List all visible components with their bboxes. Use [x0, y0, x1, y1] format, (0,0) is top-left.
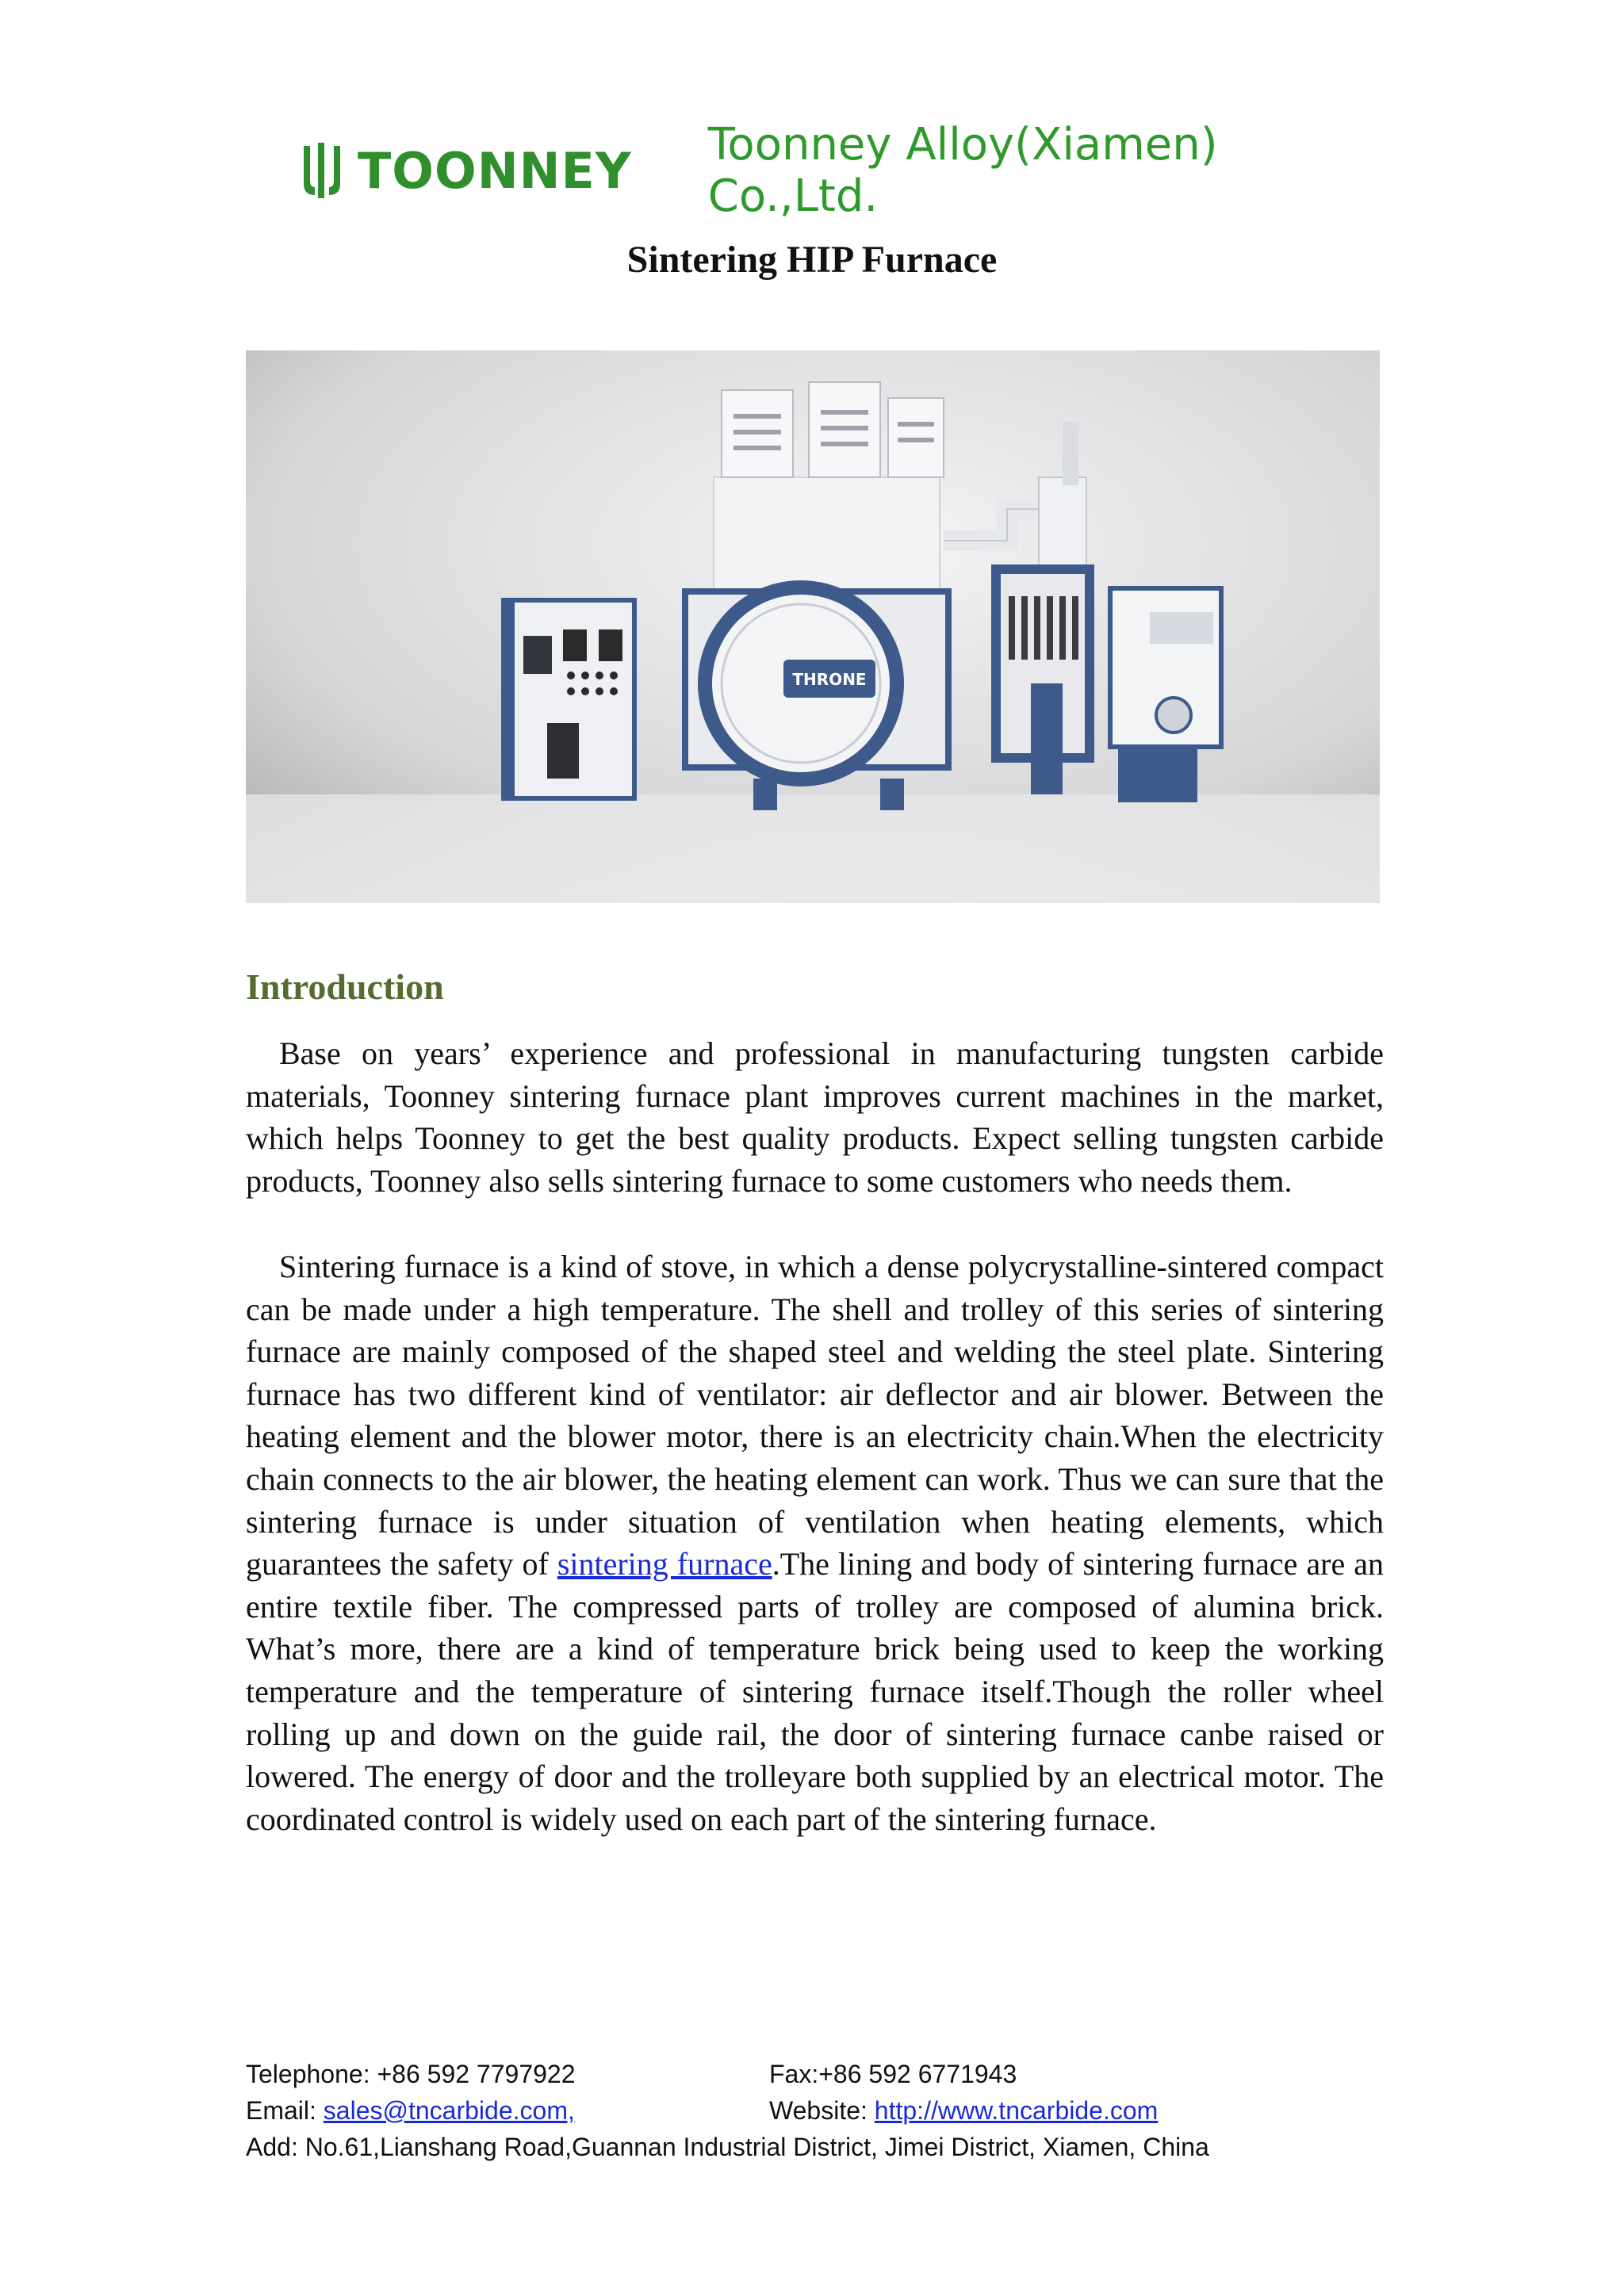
footer-email: [246, 2096, 575, 2125]
intro-paragraph-1: [246, 1032, 1384, 1202]
footer-row-contact: [246, 2092, 1384, 2129]
company-name: Toonney Alloy(Xiamen) Co.,Ltd.: [707, 119, 1218, 222]
footer-website-label: Website:: [769, 2096, 875, 2125]
product-photo: [246, 350, 1380, 903]
sintering-furnace-image: [246, 350, 1380, 903]
footer-address: Add: No.61,Lianshang Road,Guannan Industrial District, Jimei District, Xiamen, China: [246, 2133, 1209, 2161]
sintering-furnace-link[interactable]: sintering furnace: [557, 1546, 772, 1582]
section-heading-introduction: Introduction: [246, 966, 444, 1007]
company-logo: [297, 140, 632, 201]
page-title: Sintering HIP Furnace: [626, 239, 998, 281]
toonney-logo-icon: [297, 140, 347, 201]
footer-fax: Fax:+86 592 6771943: [769, 2060, 1017, 2088]
machine-brand-label: THRONE: [792, 670, 867, 689]
website-link[interactable]: http://www.tncarbide.com: [874, 2096, 1159, 2125]
footer-telephone: Telephone: +86 592 7797922: [246, 2060, 576, 2088]
paragraph-1-text: Base on years’ experience and professional in manufacturing tungsten carbide materials, Toonney sintering furnace plant improves current machines in the market, which helps Toonney to get the best quality products. Expect selling tungsten carbide products, Toonney also sells sintering furnace to some customers who needs them.: [246, 1035, 1384, 1199]
footer-email-label: Email:: [246, 2096, 324, 2125]
paragraph-2-text-end: .The lining and body of sintering furnace are an entire textile fiber. The compressed parts of trolley are composed of alumina brick. What’s more, there are a kind of temperature brick being used to keep the working temperature and the temperature of sintering furnace itself.Though the roller wheel rolling up and down on the guide rail, the door of sintering furnace canbe raised or lowered. The energy of door and the trolleyare both supplied by an electrical motor. The coordinated control is widely used on each part of the sintering furnace.: [246, 1546, 1384, 1837]
letterhead: [297, 119, 1360, 222]
page-footer: [246, 2056, 1384, 2165]
footer-row-phone: [246, 2056, 1384, 2092]
email-link[interactable]: sales@tncarbide.com,: [323, 2096, 575, 2125]
footer-website: [769, 2092, 1158, 2129]
intro-paragraph-2: [246, 1246, 1384, 1840]
paragraph-2-text-start: Sintering furnace is a kind of stove, in which a dense polycrystalline-sintered compact can be made under a high temperature. The shell and trolley of this series of sintering furnace are mainly composed of the shaped steel and welding the steel plate. Sintering furnace has two different kind of ventilator: air deflector and air blower. Between the heating element and the blower motor, there is an electricity chain.When the electricity chain connects to the air blower, the heating element can work. Thus we can sure that the sintering furnace is under situation of ventilation when heating elements, which guarantees the safety of: [246, 1249, 1384, 1582]
logo-text: TOONNEY: [358, 141, 632, 200]
